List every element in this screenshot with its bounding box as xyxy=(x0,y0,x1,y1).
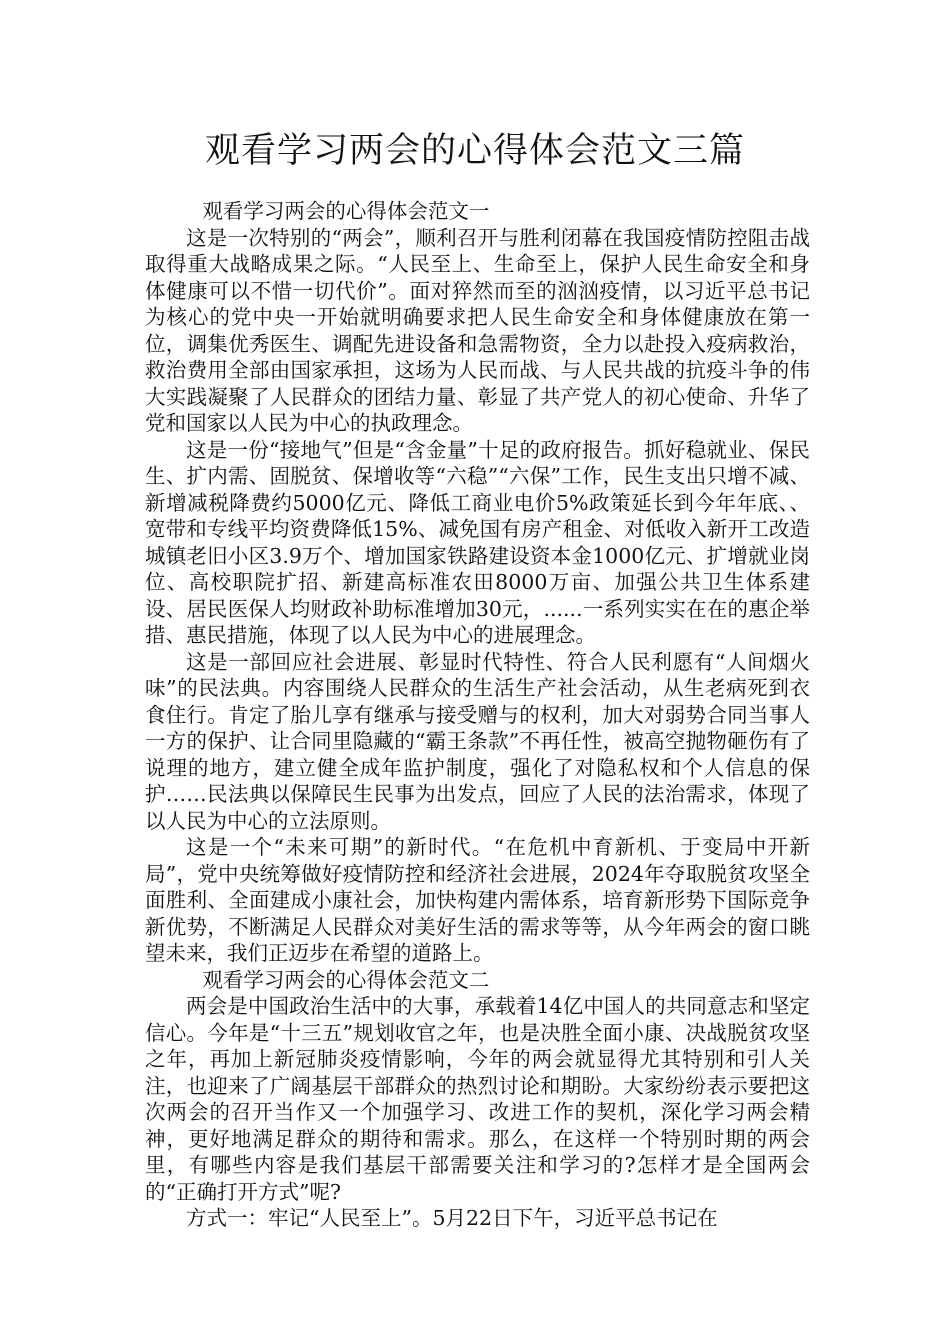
body-paragraph: 方式一：牢记“人民至上”。5月22日下午，习近平总书记在 xyxy=(186,1206,718,1230)
body-paragraph: 这是一次特别的“两会”，顺利召开与胜利闭幕在我国疫情防控阻击战取得重大战略成果之际。“人民至上、生命至上，保护人民生命安全和身体健康可以不惜一切代价”。面对猝然而至的汹汹疫情，以习近平总书记为核心的党中央一开始就明确要求把人民生命安全和身体健康放在第一位，调集优秀医生、调配先进设备和急需物资，全力以赴投入疫病救治，救治费用全部由国家承担，这场为人民而战、与人民共战的抗疫斗争的伟大实践凝聚了人民群众的团结力量、彰显了共产党人的初心使命、升华了党和国家以人民为中心的执政理念。 xyxy=(145,225,810,435)
body-paragraph: 这是一个“未来可期”的新时代。“在危机中育新机、于变局中开新局”，党中央统筹做好疫情防控和经济社会进展，2024年夺取脱贫攻坚全面胜利、全面建成小康社会，加快构建内需体系，培育新形势下国际竞争新优势，不断满足人民群众对美好生活的需求等等，从今年两会的窗口眺望未来，我们正迈步在希望的道路上。 xyxy=(145,835,810,965)
document-body xyxy=(145,198,810,1232)
body-paragraph: 两会是中国政治生活中的大事，承载着14亿中国人的共同意志和坚定信心。今年是“十三五”规划收官之年，也是决胜全面小康、决战脱贫攻坚之年，再加上新冠肺炎疫情影响，今年的两会就显得尤其特别和引人关注，也迎来了广阔基层干部群众的热烈讨论和期盼。大家纷纷表示要把这次两会的召开当作又一个加强学习、改进工作的契机，深化学习两会精神，更好地满足群众的期待和需求。那么，在这样一个特别时期的两会里，有哪些内容是我们基层干部需要关注和学习的?怎样才是全国两会的“正确打开方式”呢? xyxy=(145,994,810,1204)
section-heading: 观看学习两会的心得体会范文二 xyxy=(202,967,490,992)
document-title: 观看学习两会的心得体会范文三篇 xyxy=(204,131,745,171)
body-paragraph: 这是一部回应社会进展、彰显时代特性、符合人民利愿有“人间烟火味”的民法典。内容围绕人民群众的生活生产社会活动，从生老病死到衣食住行。肯定了胎儿享有继承与接受赠与的权利，加大对弱势合同当事人一方的保护、让合同里隐藏的“霸王条款”不再任性，被高空抛物砸伤有了说理的地方，建立健全成年监护制度，强化了对隐私权和个人信息的保护……民法典以保障民生民事为出发点，回应了人民的法治需求，体现了以人民为中心的立法原则。 xyxy=(145,649,810,833)
body-paragraph: 这是一份“接地气”但是“含金量”十足的政府报告。抓好稳就业、保民生、扩内需、固脱贫、保增收等“六稳”“六保”工作，民生支出只增不减、新增减税降费约5000亿元、降低工商业电价5%政策延长到今年年底、、宽带和专线平均资费降低15%、减免国有房产租金、对低收入新开工改造城镇老旧小区3.9万个、增加国家铁路建设资本金1000亿元、扩增就业岗位、高校职院扩招、新建高标准农田8000万亩、加强公共卫生体系建设、居民医保人均财政补助标准增加30元，......一系列实实在在的惠企举措、惠民措施，体现了以人民为中心的进展理念。 xyxy=(145,437,810,647)
section-heading: 观看学习两会的心得体会范文一 xyxy=(202,199,490,223)
